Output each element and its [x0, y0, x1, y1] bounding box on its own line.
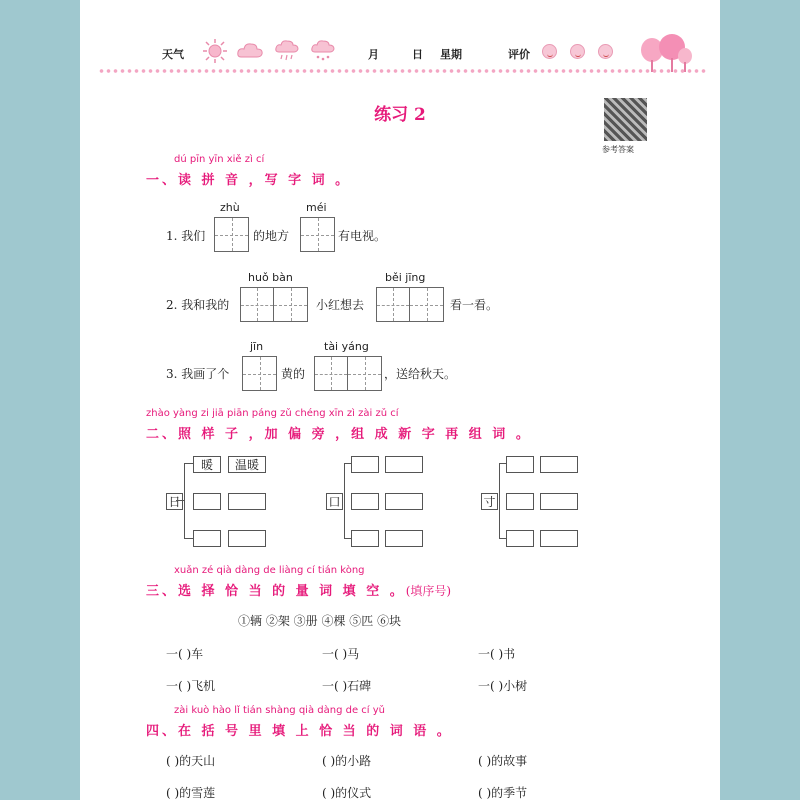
smiley-face-icon [598, 44, 613, 59]
qr-code-icon[interactable] [604, 98, 647, 141]
s1-item3-prefix: 3. 我画了个 [166, 367, 230, 381]
section3-pinyin: xuǎn zé qià dàng de liàng cí tián kòng [174, 565, 365, 576]
fill-blank-item[interactable]: ( )的天山 [166, 754, 216, 768]
answer-box[interactable] [193, 493, 221, 510]
radical-box: 日 [166, 493, 183, 510]
rain-cloud-icon [274, 38, 300, 64]
weekday-label: 星期 [440, 48, 462, 61]
section3-note: (填序号) [405, 584, 452, 598]
bracket [184, 463, 193, 539]
s1-item2-mid: 小红想去 [316, 298, 365, 312]
section2-pinyin: zhào yàng zi jiā piān páng zǔ chéng xīn zì zài zǔ cí [146, 408, 399, 419]
fill-blank-item[interactable]: 一( )车 [166, 647, 204, 661]
decorative-dotted-border [98, 68, 708, 74]
fill-blank-item[interactable]: ( )的仪式 [322, 786, 372, 800]
fill-blank-item[interactable]: ( )的小路 [322, 754, 372, 768]
s1-item1-end: 有电视。 [338, 229, 387, 243]
snow-cloud-icon [310, 38, 336, 64]
sun-icon [202, 38, 228, 64]
section3-heading-text: 三、选 择 恰 当 的 量 词 填 空 。 [146, 584, 406, 599]
fill-blank-item[interactable]: 一( )小树 [478, 679, 528, 693]
writing-grid[interactable] [314, 356, 382, 391]
answer-box[interactable] [193, 530, 221, 547]
fill-blank-item[interactable]: ( )的雪莲 [166, 786, 216, 800]
writing-grid[interactable] [214, 217, 249, 252]
s1-item1-mid: 的地方 [253, 229, 290, 243]
fill-blank-item[interactable]: 一( )马 [322, 647, 360, 661]
answer-box[interactable] [540, 456, 578, 473]
answer-box[interactable] [228, 530, 266, 547]
rating-label: 评价 [508, 48, 530, 61]
s1-item3-pinyin1: jīn [250, 340, 264, 353]
answer-box[interactable] [228, 493, 266, 510]
writing-grid[interactable] [376, 287, 444, 322]
cloud-icon [236, 40, 264, 60]
section1-pinyin: dú pīn yīn xiě zì cí [174, 154, 265, 165]
radical-box: 口 [326, 493, 343, 510]
writing-grid[interactable] [240, 287, 308, 322]
s1-item3-end: ，送给秋天。 [384, 367, 457, 381]
s1-item2-end: 看一看。 [450, 298, 499, 312]
fill-blank-item[interactable]: ( )的季节 [478, 786, 528, 800]
fill-blank-item[interactable]: 一( )飞机 [166, 679, 216, 693]
answer-box[interactable] [351, 456, 379, 473]
s1-item1-pinyin1: zhù [220, 201, 240, 214]
s1-item2-pinyin2: běi jīng [385, 271, 426, 284]
fill-blank-item[interactable]: 一( )石碑 [322, 679, 372, 693]
smiley-face-icon [542, 44, 557, 59]
fill-blank-item[interactable]: 一( )书 [478, 647, 516, 661]
answer-box[interactable] [385, 530, 423, 547]
section4-pinyin: zài kuò hào lǐ tián shàng qià dàng de cí yǔ [174, 705, 385, 716]
s1-item3-mid: 黄的 [281, 367, 306, 381]
s1-item3-pinyin2: tài yáng [324, 340, 369, 353]
section3-heading [146, 580, 451, 599]
answer-box[interactable] [351, 530, 379, 547]
fill-blank-item[interactable]: ( )的故事 [478, 754, 528, 768]
answer-box[interactable] [540, 493, 578, 510]
answer-box[interactable] [506, 493, 534, 510]
answer-box[interactable] [351, 493, 379, 510]
smiley-face-icon [570, 44, 585, 59]
measure-word-options: ①辆 ②架 ③册 ④棵 ⑤匹 ⑥块 [238, 614, 402, 628]
section2-heading: 二、照 样 子 ，加 偏 旁 ，组 成 新 字 再 组 词 。 [146, 427, 532, 442]
page-title: 练习 2 [374, 105, 426, 125]
answer-box[interactable] [385, 456, 423, 473]
answer-box[interactable] [540, 530, 578, 547]
bracket-tick [176, 500, 184, 501]
weather-label: 天气 [162, 48, 184, 61]
answer-box[interactable] [506, 530, 534, 547]
s1-item1-pinyin2: méi [306, 201, 327, 214]
writing-grid[interactable] [242, 356, 277, 391]
qr-caption: 参考答案 [602, 145, 634, 154]
answer-box[interactable] [385, 493, 423, 510]
day-label: 日 [412, 48, 423, 61]
example-word-box: 温暖 [228, 456, 266, 473]
s1-item2-pinyin1: huǒ bàn [248, 271, 293, 284]
writing-grid[interactable] [300, 217, 335, 252]
s1-item1-prefix: 1. 我们 [166, 229, 206, 243]
month-label: 月 [368, 48, 379, 61]
s1-item2-prefix: 2. 我和我的 [166, 298, 230, 312]
section1-heading: 一、读 拼 音 ，写 字 词 。 [146, 173, 352, 188]
worksheet-page [80, 0, 720, 800]
section4-heading: 四、在 括 号 里 填 上 恰 当 的 词 语 。 [146, 724, 453, 739]
radical-box: 寸 [481, 493, 498, 510]
example-char-box: 暖 [193, 456, 221, 473]
answer-box[interactable] [506, 456, 534, 473]
